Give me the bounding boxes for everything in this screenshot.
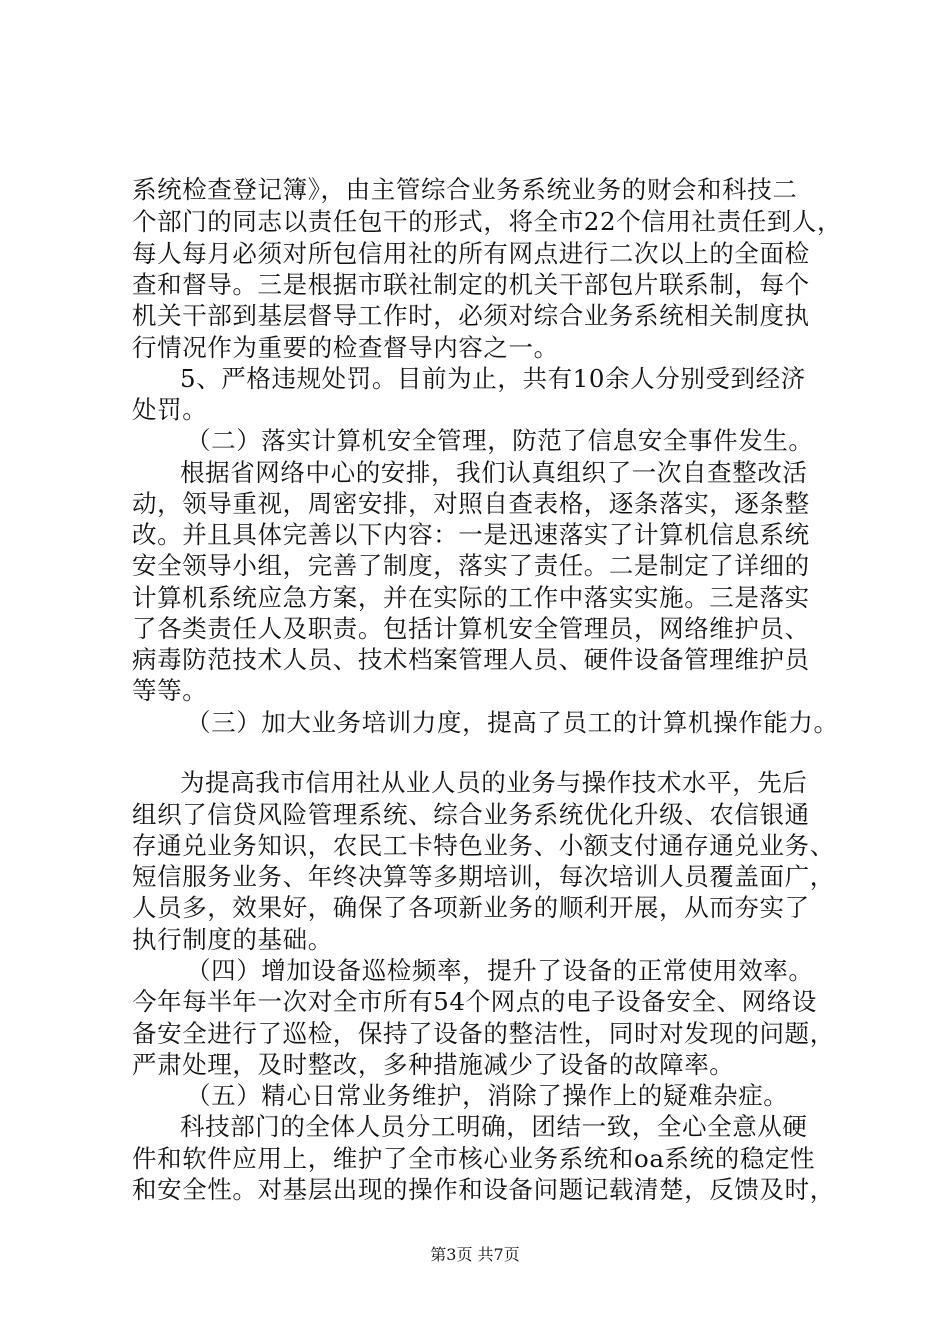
section-heading: （三）加大业务培训力度，提高了员工的计算机操作能力。	[186, 708, 839, 737]
text-line: 系统检查登记簿》，由主管综合业务系统业务的财会和科技二	[132, 175, 798, 204]
text-line: 件和软件应用上，维护了全市核心业务系统和oa系统的稳定性	[132, 1144, 816, 1173]
text-line: 和安全性。对基层出现的操作和设备问题记载清楚，反馈及时，	[132, 1175, 835, 1204]
text-line: 了各类责任人及职责。包括计算机安全管理员，网络维护员、	[132, 614, 810, 643]
text-line: 人员多，效果好，确保了各项新业务的顺利开展，从而夯实了	[132, 893, 810, 922]
text-line: 等等。	[132, 676, 208, 705]
text-line: 组织了信贷风险管理系统、综合业务系统优化升级、农信银通	[132, 800, 810, 829]
text-line: 安全领导小组，完善了制度，落实了责任。二是制定了详细的	[132, 551, 810, 580]
section-heading: （五）精心日常业务维护，消除了操作上的疑难杂症。	[186, 1081, 789, 1110]
text-line: 计算机系统应急方案，并在实际的工作中落实实施。三是落实	[132, 583, 810, 612]
text-line: 为提高我市信用社从业人员的业务与操作技术水平，先后	[180, 768, 808, 797]
text-line: 动，领导重视，周密安排，对照自查表格，逐条落实，逐条整	[132, 489, 810, 518]
text-line: 行情况作为重要的检查督导内容之一。	[132, 333, 559, 362]
text-line: 机关干部到基层督导工作时，必须对综合业务系统相关制度执	[132, 301, 810, 330]
text-line: 短信服务业务、年终决算等多期培训，每次培训人员覆盖面广，	[132, 862, 835, 891]
section-heading: （二）落实计算机安全管理，防范了信息安全事件发生。	[186, 426, 814, 455]
text-line: 改。并且具体完善以下内容：一是迅速落实了计算机信息系统	[132, 520, 810, 549]
page-number-footer: 第3页 共7页	[430, 1245, 520, 1264]
text-line: 病毒防范技术人员、技术档案管理人员、硬件设备管理维护员	[132, 645, 810, 674]
text-line: 每人每月必须对所包信用社的所有网点进行二次以上的全面检	[132, 239, 810, 268]
text-line: 严肃处理，及时整改，多种措施减少了设备的故障率。	[132, 1050, 735, 1079]
text-line: 查和督导。三是根据市联社制定的机关干部包片联系制，每个	[132, 270, 810, 299]
text-line: 个部门的同志以责任包干的形式，将全市22个信用社责任到人，	[132, 207, 843, 236]
text-line: 存通兑业务知识，农民工卡特色业务、小额支付通存通兑业务、	[132, 831, 835, 860]
text-line: 今年每半年一次对全市所有54个网点的电子设备安全、网络设	[132, 987, 817, 1016]
text-line: 科技部门的全体人员分工明确，团结一致，全心全意从硬	[180, 1112, 808, 1141]
text-line: 根据省网络中心的安排，我们认真组织了一次自查整改活	[180, 458, 808, 487]
text-line: 5、严格违规处罚。目前为止，共有10余人分别受到经济	[180, 364, 806, 393]
text-line: 备安全进行了巡检，保持了设备的整洁性，同时对发现的问题，	[132, 1019, 835, 1048]
text-line: 处罚。	[132, 395, 208, 424]
text-line: 执行制度的基础。	[132, 925, 333, 954]
section-heading: （四）增加设备巡检频率，提升了设备的正常使用效率。	[186, 956, 814, 985]
